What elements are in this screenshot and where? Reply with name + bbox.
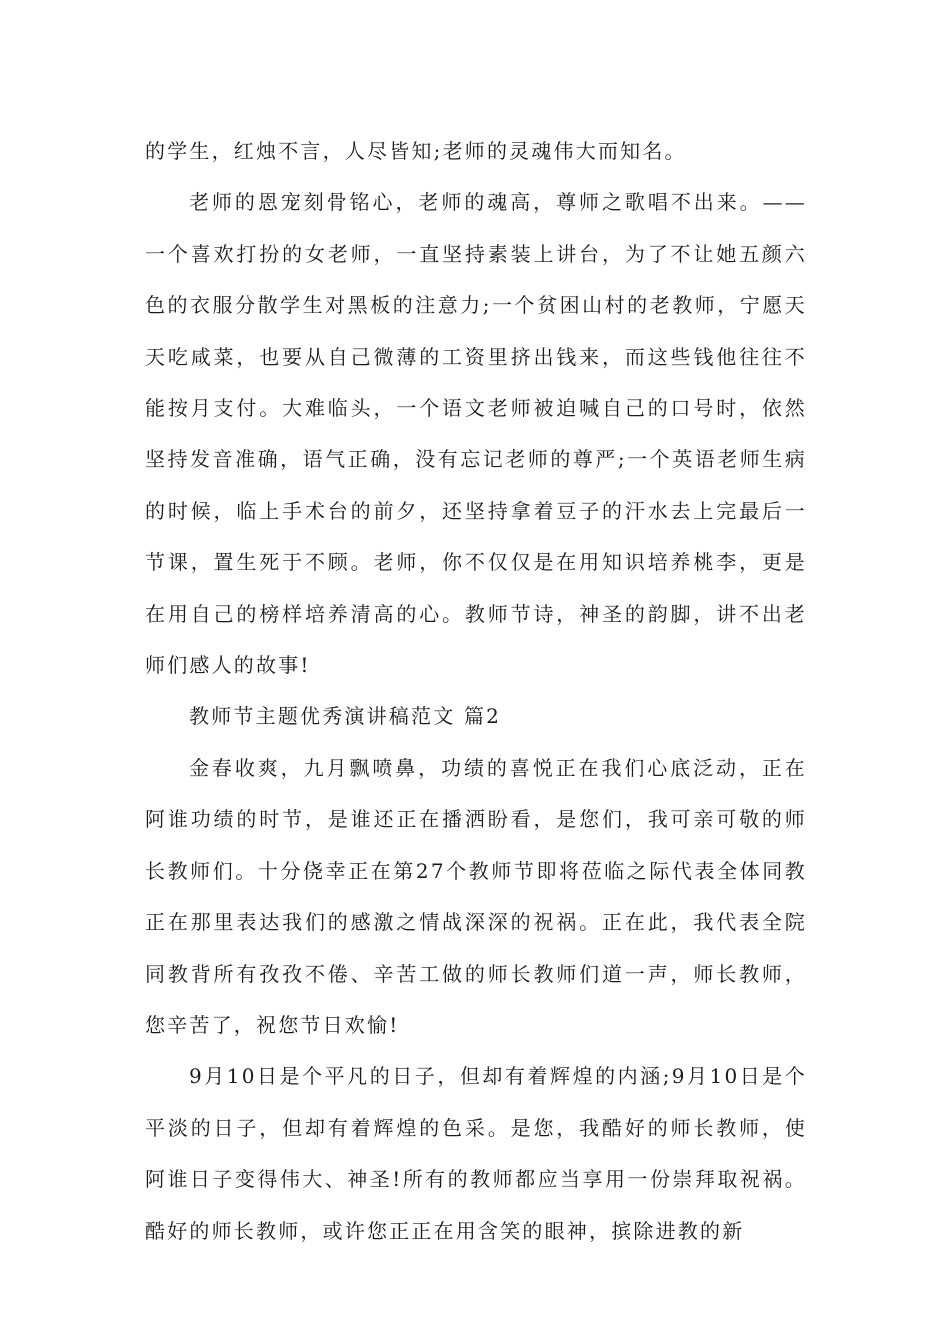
paragraph-teacher-stories: 老师的恩宠刻骨铭心，老师的魂高，尊师之歌唱不出来。——一个喜欢打扮的女老师，一直坚持素装上讲台，为了不让她五颜六色的衣服分散学生对黑板的注意力;一个贫困山村的老教师，宁愿天天吃咸菜，也要从自己微薄的工资里挤出钱来，而这些钱他往往不能按月支付。大难临头，一个语文老师被迫喊自己的口号时，依然坚持发音准确，语气正确，没有忘记老师的尊严;一个英语老师生病的时候，临上手术台的前夕，还坚持拿着豆子的汗水去上完最后一节课，置生死于不顾。老师，你不仅仅是在用知识培养桃李，更是在用自己的榜样培养清高的心。教师节诗，神圣的韵脚，讲不出老师们感人的故事!: [145, 190, 807, 678]
section-heading: 教师节主题优秀演讲稿范文 篇2: [189, 704, 502, 729]
paragraph-continuation: 的学生，红烛不言，人尽皆知;老师的灵魂伟大而知名。: [145, 139, 687, 163]
paragraph-autumn-greeting: 金春收爽，九月飘喷鼻，功绩的喜悦正在我们心底泛动，正在阿谁功绩的时节，是谁还正在播洒盼看，是您们，我可亲可敬的师长教师们。十分侥幸正在第27个教师节即将莅临之际代表全体同教正在那里表达我们的感激之情战深深的祝祸。正在此，我代表全院同教背所有孜孜不倦、辛苦工做的师长教师们道一声，师长教师，您辛苦了，祝您节日欢愉!: [145, 755, 807, 1037]
document-body: [145, 126, 807, 1257]
paragraph-september-tenth: 9月10日是个平凡的日子，但却有着辉煌的内涵;9月10日是个平淡的日子，但却有着辉煌的色采。是您，我酷好的师长教师，使阿谁日子变得伟大、神圣!所有的教师都应当享用一份崇拜取祝祸。酷好的师长教师，或许您正正在用含笑的眼神，摈除进教的新: [145, 1064, 807, 1243]
